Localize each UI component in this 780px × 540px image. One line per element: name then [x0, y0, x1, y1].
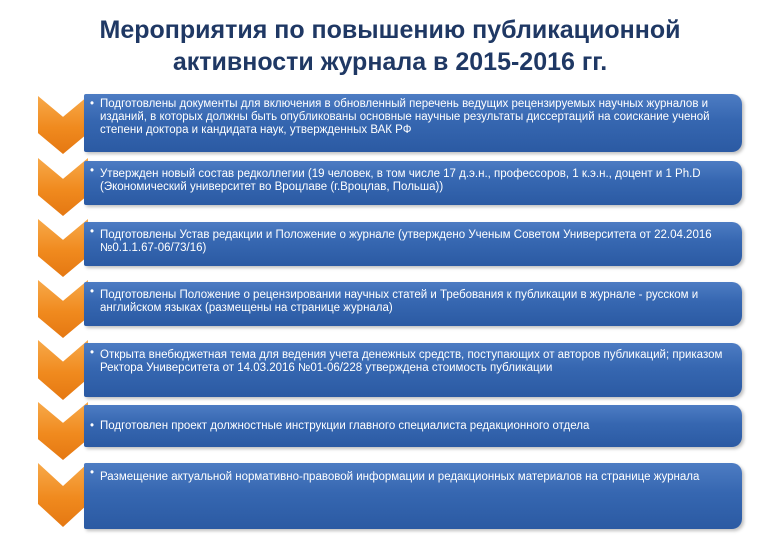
list-item-1 [84, 94, 742, 152]
bullet-3: • [90, 226, 95, 238]
list-item-text-2: Утвержден новый состав редколлегии (19 человек, в том числе 17 д.э.н., профессоров, 1 к.э.н., доцент и 1 Ph.D (Экономический университет во Вроцлаве (г.Вроцлав, Польша)) [100, 168, 701, 193]
list-item-text-7: Размещение актуальной нормативно-правовой информации и редакционных материалов на странице журнала [100, 471, 700, 483]
list-item-6 [84, 405, 742, 447]
title-line-1: Мероприятия по повышению публикационной [99, 16, 681, 44]
title-line-2: активности журнала в 2015-2016 гг. [172, 48, 608, 76]
bullet-2: • [90, 165, 95, 177]
list-item-text-3: Подготовлены Устав редакции и Положение о журнале (утверждено Ученым Советом Университета от 22.04.2016 №0.1.1.67-06/73/16) [100, 229, 712, 254]
chevron-arrow-7 [38, 463, 88, 527]
chevron-arrow-1 [38, 96, 88, 154]
list-item-text-1: Подготовлены документы для включения в обновленный перечень ведущих рецензируемых научных журналов и изданий, в которых должны быть опубликованы основные научные результаты диссертаций на соискание ученой степени доктора и кандидата наук, утвержденных ВАК РФ [100, 98, 710, 136]
chevron-arrow-2 [38, 158, 88, 216]
list-item-4 [84, 282, 742, 326]
chevron-arrow-4 [38, 280, 88, 338]
list-item-7 [84, 463, 742, 529]
bullet-1: • [90, 98, 95, 110]
chevron-arrow-3 [38, 219, 88, 277]
list-item-text-4: Подготовлены Положение о рецензировании научных статей и Требования к публикации в журнале - русском и английском языках (размещены на странице журнала) [100, 289, 699, 314]
list-item-2 [84, 161, 742, 205]
list-item-3 [84, 222, 742, 266]
list-item-text-5: Открыта внебюджетная тема для ведения учета денежных средств, поступающих от авторов публикаций; приказом Ректора Университета от 14.03.2016 №01-06/228 утверждена стоимость публикации [100, 349, 723, 374]
chevron-arrow-6 [38, 402, 88, 460]
bullet-6: • [90, 419, 95, 432]
bullet-7: • [90, 467, 95, 479]
page-title [40, 14, 740, 78]
bullet-5: • [90, 347, 95, 359]
list-item-text-6: Подготовлен проект должностные инструкции главного специалиста редакционного отдела [100, 419, 590, 432]
list-item-5 [84, 343, 742, 397]
chevron-arrow-5 [38, 340, 88, 400]
bullet-4: • [90, 286, 95, 298]
